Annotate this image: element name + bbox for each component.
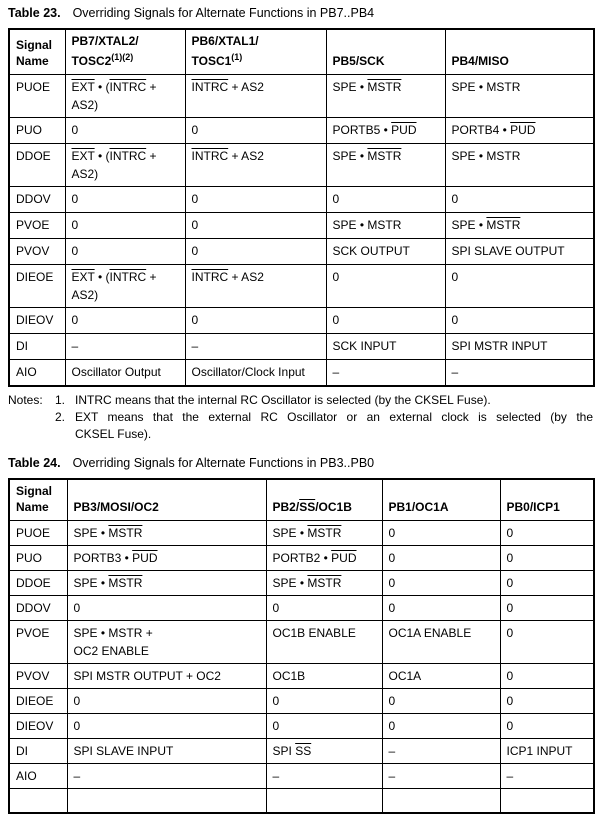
text-segment: DI [16, 339, 28, 353]
header-row [9, 479, 594, 521]
overlined-text: $\overline{EXT}$ [71, 80, 95, 94]
text-segment: • ( [94, 80, 110, 94]
signal-name-cell [9, 688, 67, 713]
signal-name-cell [9, 308, 65, 334]
column-header-cell [266, 479, 382, 521]
text-segment: SPI [272, 743, 296, 758]
text-segment: PVOE [16, 625, 50, 640]
text-segment: OC1B ENABLE [272, 625, 356, 640]
table23-notes [8, 392, 593, 443]
value-cell [445, 265, 594, 308]
value-cell [266, 738, 382, 763]
clipped-cell [382, 788, 500, 813]
text-segment: AIO [16, 365, 37, 379]
text-segment: SPE • MSTR + [73, 625, 153, 640]
value-cell [266, 713, 382, 738]
table-row [9, 213, 594, 239]
text-segment: PUO [16, 123, 43, 137]
value-cell [65, 334, 185, 360]
value-cell [500, 713, 594, 738]
text-segment: OC2 ENABLE [73, 643, 149, 658]
text-segment: 0 [332, 270, 340, 284]
value-cell [266, 595, 382, 620]
superscript-note-ref: (1)(2) [111, 52, 134, 62]
table-row [9, 713, 594, 738]
text-segment: DIEOE [16, 270, 54, 284]
text-segment: 0 [272, 600, 280, 615]
value-cell [500, 595, 594, 620]
text-segment: OC1B [272, 668, 306, 683]
text-segment: 0 [506, 525, 514, 540]
value-cell [67, 763, 266, 788]
text-segment: SPE • [332, 149, 368, 163]
text-segment: – [388, 768, 396, 783]
table-row [9, 239, 594, 265]
text-segment: SPE • MSTR [451, 80, 521, 94]
column-header-cell [500, 479, 594, 521]
value-cell [445, 213, 594, 239]
text-segment: 0 [506, 600, 514, 615]
text-segment: 0 [451, 270, 459, 284]
text-segment: 0 [191, 218, 199, 232]
text-segment: 0 [388, 575, 396, 590]
text-segment: 0 [506, 625, 514, 640]
text-segment: /OC1B [315, 499, 352, 514]
table23-number: Table 23. [8, 6, 61, 20]
value-cell [65, 360, 185, 386]
column-header-cell [445, 29, 594, 75]
table-row [9, 265, 594, 308]
table-row [9, 738, 594, 763]
overlined-text: INTRC [109, 80, 147, 94]
value-cell [326, 213, 445, 239]
table-row [9, 688, 594, 713]
value-cell [500, 570, 594, 595]
value-cell [326, 144, 445, 187]
signal-name-cell [9, 334, 65, 360]
table-row [9, 663, 594, 688]
text-segment: 0 [191, 313, 199, 327]
value-cell [266, 545, 382, 570]
text-segment: PVOV [16, 244, 50, 258]
text-segment: SPI MSTR INPUT [451, 339, 548, 353]
value-cell [266, 520, 382, 545]
value-cell [67, 620, 266, 663]
overlined-text: MSTR [108, 525, 143, 540]
clipped-cell [67, 788, 266, 813]
text-segment: 0 [71, 123, 79, 137]
notes-label: Notes: [8, 392, 43, 407]
column-header-cell [67, 479, 266, 521]
value-cell [445, 239, 594, 265]
text-segment: 0 [506, 575, 514, 590]
value-cell [266, 688, 382, 713]
value-cell [445, 360, 594, 386]
signal-name-cell [9, 360, 65, 386]
value-cell [266, 663, 382, 688]
text-segment: DI [16, 743, 28, 758]
text-segment: PB6/XTAL1/ [191, 34, 259, 48]
text-segment: Name [16, 54, 49, 68]
text-segment: 0 [506, 668, 514, 683]
value-cell [500, 763, 594, 788]
text-segment: – [272, 768, 280, 783]
note-number: 2. [55, 409, 66, 424]
text-segment: + AS2) [71, 80, 157, 112]
text-segment: DDOV [16, 192, 51, 206]
value-cell [65, 308, 185, 334]
text-segment: 0 [73, 600, 81, 615]
signal-name-cell [9, 620, 67, 663]
text-segment: 0 [388, 550, 396, 565]
text-segment: OC1A ENABLE [388, 625, 472, 640]
value-cell [67, 545, 266, 570]
value-cell [67, 520, 266, 545]
value-cell [185, 213, 326, 239]
value-cell [445, 308, 594, 334]
text-segment: 0 [506, 693, 514, 708]
signal-name-cell [9, 239, 65, 265]
value-cell [67, 570, 266, 595]
text-segment: SPI SLAVE INPUT [73, 743, 174, 758]
superscript-note-ref: (1) [231, 52, 243, 62]
text-segment: DDOV [16, 600, 51, 615]
overlined-text: $\overline{PUD}$ [132, 550, 158, 565]
text-segment: OC1A [388, 668, 422, 683]
value-cell [500, 663, 594, 688]
text-segment: 0 [191, 192, 199, 206]
clipped-cell [500, 788, 594, 813]
value-cell [382, 520, 500, 545]
value-cell [185, 144, 326, 187]
value-cell [326, 308, 445, 334]
text-segment: PORTB5 • [332, 123, 392, 137]
note-line: CKSEL Fuse). [75, 426, 152, 441]
text-segment: TOSC2 [71, 54, 112, 68]
overlined-text: $\overline{SS}$ [295, 743, 312, 758]
value-cell [67, 688, 266, 713]
value-cell [266, 763, 382, 788]
value-cell [266, 620, 382, 663]
note-line: INTRC means that the internal RC Oscillator is selected (by the CKSEL Fuse). [75, 392, 491, 407]
text-segment: PVOV [16, 668, 50, 683]
table-row [9, 595, 594, 620]
clipped-cell [266, 788, 382, 813]
value-cell [185, 265, 326, 308]
value-cell [67, 738, 266, 763]
value-cell [382, 620, 500, 663]
column-header-cell [185, 29, 326, 75]
text-segment: PORTB3 • [73, 550, 133, 565]
text-segment: PB3/MOSI/OC2 [73, 499, 159, 514]
text-segment: 0 [71, 313, 79, 327]
table-row [9, 144, 594, 187]
table-row [9, 187, 594, 213]
signal-name-cell [9, 663, 67, 688]
table-row [9, 520, 594, 545]
text-segment: PUOE [16, 80, 51, 94]
text-segment: SPE • MSTR [332, 218, 402, 232]
value-cell [445, 75, 594, 118]
value-cell [65, 265, 185, 308]
value-cell [445, 187, 594, 213]
column-header-cell [9, 479, 67, 521]
overlined-text: MSTR [367, 80, 402, 94]
overlined-text: MSTR [307, 575, 342, 590]
overlined-text: INTRC [109, 149, 147, 163]
table-23-overriding-signals-pb7-pb4 [8, 28, 595, 387]
text-segment: – [71, 339, 79, 353]
text-segment: PB4/MISO [451, 54, 509, 68]
signal-name-cell [9, 187, 65, 213]
overlined-text: INTRC [109, 270, 147, 284]
signal-name-cell [9, 213, 65, 239]
text-segment: Oscillator/Clock Input [191, 365, 305, 379]
text-segment: PB7/XTAL2/ [71, 34, 139, 48]
text-segment: + AS2 [228, 270, 264, 284]
text-segment: – [388, 743, 396, 758]
note-number: 1. [55, 392, 66, 407]
text-segment: 0 [388, 525, 396, 540]
text-segment: 0 [332, 313, 340, 327]
column-header-cell [65, 29, 185, 75]
text-segment: SPE • [451, 218, 487, 232]
column-header-cell [326, 29, 445, 75]
clipped-cell [9, 788, 67, 813]
text-segment: – [191, 339, 199, 353]
text-segment: – [73, 768, 81, 783]
value-cell [382, 763, 500, 788]
note-item [55, 392, 593, 409]
value-cell [326, 239, 445, 265]
table-24-overriding-signals-pb3-pb0 [8, 478, 595, 815]
text-segment: 0 [388, 600, 396, 615]
text-segment: – [451, 365, 459, 379]
text-segment: TOSC1 [191, 54, 232, 68]
signal-name-cell [9, 595, 67, 620]
text-segment: SPI SLAVE OUTPUT [451, 244, 565, 258]
signal-name-cell [9, 763, 67, 788]
text-segment: SPI MSTR OUTPUT + OC2 [73, 668, 221, 683]
value-cell [382, 545, 500, 570]
text-segment: 0 [451, 192, 459, 206]
value-cell [500, 545, 594, 570]
signal-name-cell [9, 520, 67, 545]
text-segment: ICP1 INPUT [506, 743, 573, 758]
text-segment: 0 [272, 693, 280, 708]
signal-name-cell [9, 265, 65, 308]
table-row [9, 545, 594, 570]
value-cell [445, 334, 594, 360]
text-segment: 0 [451, 313, 459, 327]
value-cell [500, 620, 594, 663]
signal-name-cell [9, 75, 65, 118]
text-segment: DIEOV [16, 718, 54, 733]
text-segment: PB5/SCK [332, 54, 385, 68]
text-segment: DIEOE [16, 693, 54, 708]
overlined-text: INTRC [191, 270, 229, 284]
text-segment: SPE • MSTR [451, 149, 521, 163]
text-segment: 0 [71, 218, 79, 232]
note-line: EXT means that the external RC Oscillator or an external clock is selected (by the [75, 409, 593, 424]
value-cell [445, 118, 594, 144]
text-segment: PB1/OC1A [388, 499, 449, 514]
text-segment: SCK INPUT [332, 339, 397, 353]
text-segment: Name [16, 499, 49, 514]
text-segment: PUO [16, 550, 43, 565]
value-cell [185, 360, 326, 386]
value-cell [65, 144, 185, 187]
text-segment: – [506, 768, 514, 783]
table24-caption: Overriding Signals for Alternate Functions in PB3..PB0 [72, 455, 375, 470]
value-cell [185, 334, 326, 360]
value-cell [326, 360, 445, 386]
text-segment: PORTB2 • [272, 550, 332, 565]
text-segment: 0 [388, 693, 396, 708]
value-cell [185, 187, 326, 213]
note-item [55, 409, 593, 443]
text-segment: PUOE [16, 525, 51, 540]
text-segment: DDOE [16, 575, 51, 590]
value-cell [185, 308, 326, 334]
table-row [9, 620, 594, 663]
clipped-row [9, 788, 594, 813]
signal-name-cell [9, 713, 67, 738]
text-segment: 0 [191, 123, 199, 137]
signal-name-cell [9, 545, 67, 570]
table-row [9, 763, 594, 788]
value-cell [326, 334, 445, 360]
value-cell [326, 75, 445, 118]
value-cell [500, 738, 594, 763]
overlined-text: INTRC [191, 149, 229, 163]
text-segment: + AS2 [228, 80, 264, 94]
value-cell [65, 213, 185, 239]
overlined-text: MSTR [307, 525, 342, 540]
value-cell [326, 265, 445, 308]
table-row [9, 308, 594, 334]
table23-caption: Overriding Signals for Alternate Functions in PB7..PB4 [72, 6, 375, 20]
signal-name-cell [9, 144, 65, 187]
text-segment: 0 [506, 718, 514, 733]
text-segment: Signal [16, 38, 53, 52]
table23-title [8, 5, 594, 21]
value-cell [326, 118, 445, 144]
text-segment: SCK OUTPUT [332, 244, 410, 258]
value-cell [185, 239, 326, 265]
text-segment: AIO [16, 768, 37, 783]
text-segment: 0 [272, 718, 280, 733]
signal-name-cell [9, 118, 65, 144]
text-segment: 0 [191, 244, 199, 258]
overlined-text: $\overline{SS}$ [299, 499, 316, 514]
overlined-text: $\overline{PUD}$ [391, 123, 417, 137]
value-cell [382, 713, 500, 738]
table24-title [8, 455, 594, 471]
value-cell [382, 663, 500, 688]
text-segment: + AS2) [71, 149, 157, 181]
text-segment: 0 [388, 718, 396, 733]
value-cell [382, 595, 500, 620]
text-segment: 0 [332, 192, 340, 206]
value-cell [65, 239, 185, 265]
text-segment: SPE • [73, 525, 109, 540]
column-header-cell [9, 29, 65, 75]
value-cell [185, 75, 326, 118]
overlined-text: MSTR [486, 218, 521, 232]
value-cell [266, 570, 382, 595]
value-cell [500, 688, 594, 713]
table-row [9, 75, 594, 118]
text-segment: + AS2 [228, 149, 264, 163]
text-segment: 0 [73, 693, 81, 708]
signal-name-cell [9, 570, 67, 595]
value-cell [65, 187, 185, 213]
text-segment: 0 [71, 192, 79, 206]
value-cell [382, 688, 500, 713]
text-segment: 0 [71, 244, 79, 258]
text-segment: SPE • [73, 575, 109, 590]
notes-items [55, 392, 593, 443]
text-segment: SPE • [272, 575, 308, 590]
text-segment: SPE • [272, 525, 308, 540]
text-segment: DDOE [16, 149, 51, 163]
overlined-text: $\overline{PUD}$ [510, 123, 536, 137]
overlined-text: MSTR [108, 575, 143, 590]
value-cell [185, 118, 326, 144]
text-segment: • ( [94, 149, 110, 163]
table-row [9, 570, 594, 595]
table-row [9, 118, 594, 144]
overlined-text: INTRC [191, 80, 229, 94]
column-header-cell [382, 479, 500, 521]
text-segment: + AS2) [71, 270, 157, 302]
overlined-text: MSTR [367, 149, 402, 163]
value-cell [67, 595, 266, 620]
text-segment: 0 [73, 718, 81, 733]
text-segment: Signal [16, 483, 53, 498]
value-cell [67, 713, 266, 738]
value-cell [500, 520, 594, 545]
table24-number: Table 24. [8, 455, 61, 470]
value-cell [65, 75, 185, 118]
value-cell [326, 187, 445, 213]
value-cell [67, 663, 266, 688]
value-cell [382, 738, 500, 763]
overlined-text: $\overline{PUD}$ [331, 550, 357, 565]
table-row [9, 360, 594, 386]
overlined-text: $\overline{EXT}$ [71, 270, 95, 284]
text-segment: Oscillator Output [71, 365, 161, 379]
value-cell [65, 118, 185, 144]
overlined-text: $\overline{EXT}$ [71, 149, 95, 163]
text-segment: PB2/ [272, 499, 300, 514]
text-segment: DIEOV [16, 313, 54, 327]
text-segment: SPE • [332, 80, 368, 94]
text-segment: PVOE [16, 218, 50, 232]
text-segment: • ( [94, 270, 110, 284]
value-cell [382, 570, 500, 595]
text-segment: PB0/ICP1 [506, 499, 560, 514]
table-row [9, 334, 594, 360]
value-cell [445, 144, 594, 187]
text-segment: – [332, 365, 340, 379]
header-row [9, 29, 594, 75]
text-segment: PORTB4 • [451, 123, 511, 137]
text-segment: 0 [506, 550, 514, 565]
signal-name-cell [9, 738, 67, 763]
